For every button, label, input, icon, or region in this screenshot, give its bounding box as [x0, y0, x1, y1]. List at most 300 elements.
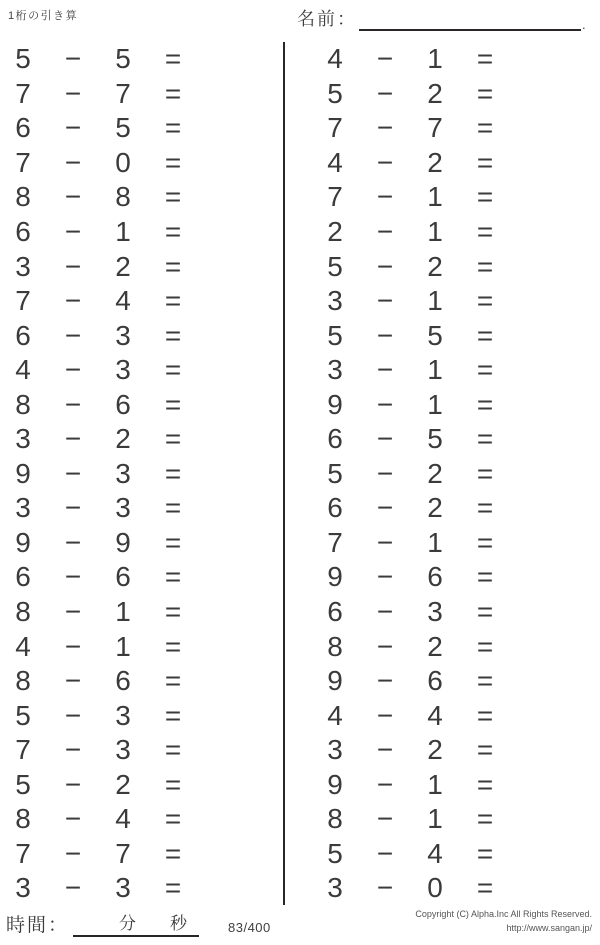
- answer-area[interactable]: [520, 840, 570, 868]
- subtrahend: 5: [115, 112, 131, 144]
- minus-sign: −: [376, 319, 394, 351]
- problem-row: [320, 664, 570, 699]
- problem-row: [8, 595, 258, 630]
- minus-sign: −: [376, 665, 394, 697]
- problem-row: [320, 387, 570, 422]
- problem-row: [320, 837, 570, 872]
- minus-sign: −: [376, 43, 394, 75]
- problem-row: [8, 284, 258, 319]
- problem-row: [320, 733, 570, 768]
- subtrahend: 3: [115, 492, 131, 524]
- minuend: 5: [15, 699, 31, 731]
- minus-sign: −: [64, 837, 82, 869]
- equals-sign: =: [164, 872, 182, 904]
- subtrahend: 3: [427, 596, 443, 628]
- minus-sign: −: [64, 630, 82, 662]
- problems-column-left: [8, 42, 258, 906]
- equals-sign: =: [164, 699, 182, 731]
- answer-area[interactable]: [208, 633, 258, 661]
- equals-sign: =: [164, 734, 182, 766]
- equals-sign: =: [476, 526, 494, 558]
- minus-sign: −: [64, 734, 82, 766]
- answer-area[interactable]: [208, 529, 258, 557]
- minuend: 9: [327, 665, 343, 697]
- subtrahend: 3: [115, 457, 131, 489]
- problem-row: [320, 457, 570, 492]
- problem-row: [320, 422, 570, 457]
- minuend: 7: [327, 181, 343, 213]
- equals-sign: =: [164, 423, 182, 455]
- subtrahend: 1: [427, 354, 443, 386]
- answer-area[interactable]: [208, 667, 258, 695]
- equals-sign: =: [476, 561, 494, 593]
- minus-sign: −: [376, 285, 394, 317]
- minus-sign: −: [376, 423, 394, 455]
- equals-sign: =: [476, 423, 494, 455]
- subtrahend: 1: [115, 216, 131, 247]
- minus-sign: −: [376, 457, 394, 489]
- subtrahend: 7: [115, 837, 131, 869]
- minuend: 6: [15, 319, 31, 351]
- answer-area[interactable]: [208, 218, 258, 246]
- minus-sign: −: [376, 492, 394, 524]
- minus-sign: −: [64, 699, 82, 731]
- problem-row: [320, 318, 570, 353]
- subtrahend: 6: [115, 665, 131, 697]
- answer-area[interactable]: [520, 805, 570, 833]
- subtrahend: 1: [427, 803, 443, 835]
- minus-sign: −: [376, 526, 394, 558]
- answer-area[interactable]: [208, 874, 258, 902]
- minus-sign: −: [376, 596, 394, 628]
- subtrahend: 2: [427, 630, 443, 662]
- minuend: 6: [327, 492, 343, 524]
- problem-row: [8, 767, 258, 802]
- minuend: 7: [15, 285, 31, 317]
- answer-area[interactable]: [520, 529, 570, 557]
- problem-row: [320, 146, 570, 181]
- minuend: 4: [327, 146, 343, 178]
- problem-row: [320, 560, 570, 595]
- problem-row: [320, 215, 570, 250]
- problem-row: [320, 491, 570, 526]
- subtrahend: 1: [115, 596, 131, 628]
- equals-sign: =: [164, 319, 182, 351]
- subtrahend: 7: [115, 77, 131, 109]
- subtrahend: 2: [115, 768, 131, 800]
- subtrahend: 2: [427, 492, 443, 524]
- subtrahend: 3: [115, 734, 131, 766]
- minus-sign: −: [376, 216, 394, 247]
- equals-sign: =: [164, 561, 182, 593]
- subtrahend: 1: [115, 630, 131, 662]
- equals-sign: =: [476, 388, 494, 420]
- minus-sign: −: [64, 665, 82, 697]
- equals-sign: =: [164, 43, 182, 75]
- minus-sign: −: [376, 146, 394, 178]
- minus-sign: −: [64, 354, 82, 386]
- problem-row: [320, 767, 570, 802]
- subtrahend: 3: [115, 319, 131, 351]
- minus-sign: −: [376, 250, 394, 282]
- equals-sign: =: [476, 596, 494, 628]
- minuend: 4: [15, 630, 31, 662]
- minus-sign: −: [64, 77, 82, 109]
- answer-area[interactable]: [208, 80, 258, 108]
- minuend: 4: [15, 354, 31, 386]
- minuend: 7: [15, 734, 31, 766]
- subtrahend: 3: [115, 699, 131, 731]
- minuend: 8: [15, 388, 31, 420]
- minuend: 9: [327, 388, 343, 420]
- subtrahend: 5: [115, 43, 131, 75]
- answer-area[interactable]: [520, 80, 570, 108]
- problem-row: [8, 871, 258, 906]
- equals-sign: =: [476, 43, 494, 75]
- minus-sign: −: [64, 768, 82, 800]
- equals-sign: =: [476, 77, 494, 109]
- minuend: 9: [15, 457, 31, 489]
- problem-row: [320, 42, 570, 77]
- problem-row: [8, 215, 258, 250]
- minus-sign: −: [376, 77, 394, 109]
- problem-row: [8, 353, 258, 388]
- answer-area[interactable]: [520, 149, 570, 177]
- answer-area[interactable]: [208, 149, 258, 177]
- minuend: 7: [15, 146, 31, 178]
- problem-row: [320, 353, 570, 388]
- minuend: 4: [327, 699, 343, 731]
- subtrahend: 1: [427, 216, 443, 247]
- problem-row: [8, 629, 258, 664]
- subtrahend: 1: [427, 526, 443, 558]
- equals-sign: =: [164, 285, 182, 317]
- subtrahend: 1: [427, 43, 443, 75]
- minuend: 8: [15, 803, 31, 835]
- answer-area[interactable]: [520, 736, 570, 764]
- equals-sign: =: [164, 250, 182, 282]
- copyright-notice: [415, 908, 592, 935]
- answer-area[interactable]: [208, 736, 258, 764]
- minuend: 7: [327, 526, 343, 558]
- equals-sign: =: [164, 492, 182, 524]
- answer-area[interactable]: [208, 702, 258, 730]
- minuend: 8: [15, 665, 31, 697]
- equals-sign: =: [476, 872, 494, 904]
- equals-sign: =: [476, 837, 494, 869]
- answer-area[interactable]: [208, 356, 258, 384]
- answer-area[interactable]: [520, 391, 570, 419]
- problem-row: [8, 387, 258, 422]
- answer-area[interactable]: [208, 183, 258, 211]
- problem-row: [8, 146, 258, 181]
- problem-row: [8, 318, 258, 353]
- answer-area[interactable]: [208, 322, 258, 350]
- equals-sign: =: [476, 146, 494, 178]
- equals-sign: =: [164, 146, 182, 178]
- problem-row: [8, 698, 258, 733]
- problem-row: [320, 180, 570, 215]
- answer-area[interactable]: [520, 702, 570, 730]
- problem-row: [320, 284, 570, 319]
- minuend: 5: [15, 43, 31, 75]
- problem-row: [320, 871, 570, 906]
- subtrahend: 6: [427, 561, 443, 593]
- minuend: 3: [327, 734, 343, 766]
- subtrahend: 6: [115, 388, 131, 420]
- problem-row: [320, 802, 570, 837]
- subtrahend: 3: [115, 872, 131, 904]
- answer-area[interactable]: [520, 322, 570, 350]
- minuend: 6: [15, 216, 31, 247]
- equals-sign: =: [476, 699, 494, 731]
- answer-area[interactable]: [208, 253, 258, 281]
- minuend: 5: [327, 250, 343, 282]
- answer-area[interactable]: [520, 183, 570, 211]
- minus-sign: −: [64, 596, 82, 628]
- equals-sign: =: [476, 319, 494, 351]
- problems-column-right: [320, 42, 570, 906]
- time-label: 時間：: [6, 915, 70, 936]
- minuend: 3: [327, 872, 343, 904]
- name-field: [297, 5, 586, 31]
- equals-sign: =: [476, 803, 494, 835]
- minuend: 9: [327, 768, 343, 800]
- minus-sign: −: [64, 803, 82, 835]
- problem-row: [8, 560, 258, 595]
- subtrahend: 3: [115, 354, 131, 386]
- subtrahend: 2: [115, 423, 131, 455]
- problem-row: [8, 802, 258, 837]
- answer-area[interactable]: [520, 287, 570, 315]
- problem-row: [8, 837, 258, 872]
- minuend: 7: [327, 112, 343, 144]
- copyright-line1: Copyright (C) Alpha.Inc All Rights Reserved.: [415, 909, 592, 919]
- answer-area[interactable]: [208, 114, 258, 142]
- problem-row: [8, 733, 258, 768]
- equals-sign: =: [476, 768, 494, 800]
- problem-row: [320, 526, 570, 561]
- subtrahend: 6: [115, 561, 131, 593]
- minus-sign: −: [64, 319, 82, 351]
- equals-sign: =: [164, 630, 182, 662]
- problem-row: [320, 77, 570, 112]
- equals-sign: =: [164, 112, 182, 144]
- equals-sign: =: [164, 803, 182, 835]
- subtrahend: 1: [427, 181, 443, 213]
- equals-sign: =: [164, 354, 182, 386]
- minuend: 8: [15, 596, 31, 628]
- subtrahend: 2: [427, 250, 443, 282]
- name-label: 名前：: [297, 9, 357, 29]
- minus-sign: −: [64, 146, 82, 178]
- answer-area[interactable]: [520, 253, 570, 281]
- minus-sign: −: [376, 561, 394, 593]
- minus-sign: −: [376, 181, 394, 213]
- problem-row: [8, 664, 258, 699]
- subtrahend: 2: [427, 734, 443, 766]
- minuend: 6: [327, 423, 343, 455]
- minus-sign: −: [64, 561, 82, 593]
- answer-area[interactable]: [520, 45, 570, 73]
- subtrahend: 2: [427, 457, 443, 489]
- minuend: 3: [327, 285, 343, 317]
- equals-sign: =: [476, 112, 494, 144]
- problem-row: [8, 457, 258, 492]
- minus-sign: −: [376, 803, 394, 835]
- equals-sign: =: [476, 492, 494, 524]
- minuend: 6: [327, 596, 343, 628]
- problem-row: [8, 526, 258, 561]
- equals-sign: =: [476, 354, 494, 386]
- answer-area[interactable]: [208, 598, 258, 626]
- minus-sign: −: [64, 872, 82, 904]
- minuend: 3: [15, 250, 31, 282]
- minus-sign: −: [376, 768, 394, 800]
- equals-sign: =: [476, 665, 494, 697]
- answer-area[interactable]: [520, 494, 570, 522]
- minuend: 5: [327, 319, 343, 351]
- worksheet-title: 1桁の引き算: [8, 10, 79, 22]
- minus-sign: −: [64, 492, 82, 524]
- answer-area[interactable]: [520, 598, 570, 626]
- minus-sign: −: [376, 354, 394, 386]
- minus-sign: −: [64, 43, 82, 75]
- minus-sign: −: [64, 457, 82, 489]
- answer-area[interactable]: [520, 633, 570, 661]
- answer-area[interactable]: [208, 805, 258, 833]
- minus-sign: −: [64, 112, 82, 144]
- minus-sign: −: [376, 734, 394, 766]
- minuend: 6: [15, 561, 31, 593]
- answer-area[interactable]: [208, 494, 258, 522]
- copyright-line2: http://www.sangan.jp/: [506, 922, 592, 933]
- subtrahend: 1: [427, 285, 443, 317]
- minuend: 2: [327, 216, 343, 247]
- minus-sign: −: [376, 112, 394, 144]
- problem-row: [320, 629, 570, 664]
- minus-sign: −: [64, 250, 82, 282]
- answer-area[interactable]: [208, 840, 258, 868]
- minuend: 4: [327, 43, 343, 75]
- equals-sign: =: [476, 216, 494, 247]
- subtrahend: 5: [427, 423, 443, 455]
- minus-sign: −: [64, 181, 82, 213]
- answer-area[interactable]: [520, 356, 570, 384]
- equals-sign: =: [164, 181, 182, 213]
- subtrahend: 2: [427, 146, 443, 178]
- equals-sign: =: [164, 596, 182, 628]
- subtrahend: 1: [427, 388, 443, 420]
- name-blank-line[interactable]: [359, 7, 581, 31]
- problem-row: [8, 111, 258, 146]
- equals-sign: =: [164, 457, 182, 489]
- problem-row: [320, 111, 570, 146]
- minuend: 3: [15, 492, 31, 524]
- subtrahend: 9: [115, 526, 131, 558]
- equals-sign: =: [476, 734, 494, 766]
- problem-row: [8, 180, 258, 215]
- minuend: 5: [15, 768, 31, 800]
- minus-sign: −: [64, 526, 82, 558]
- answer-area[interactable]: [520, 425, 570, 453]
- minus-sign: −: [64, 216, 82, 247]
- subtrahend: 4: [115, 285, 131, 317]
- subtrahend: 4: [427, 699, 443, 731]
- answer-area[interactable]: [208, 391, 258, 419]
- minuend: 5: [327, 77, 343, 109]
- minuend: 9: [327, 561, 343, 593]
- minus-sign: −: [376, 699, 394, 731]
- problem-row: [320, 249, 570, 284]
- answer-area[interactable]: [208, 425, 258, 453]
- answer-area[interactable]: [208, 45, 258, 73]
- answer-area[interactable]: [520, 114, 570, 142]
- answer-area[interactable]: [520, 218, 570, 246]
- seconds-unit-label: 秒: [170, 914, 188, 934]
- answer-area[interactable]: [208, 563, 258, 591]
- subtrahend: 4: [427, 837, 443, 869]
- minus-sign: −: [64, 285, 82, 317]
- minuend: 5: [327, 457, 343, 489]
- equals-sign: =: [164, 665, 182, 697]
- minus-sign: −: [376, 388, 394, 420]
- name-line-period: .: [582, 17, 586, 32]
- minus-sign: −: [64, 388, 82, 420]
- equals-sign: =: [164, 77, 182, 109]
- minuend: 5: [327, 837, 343, 869]
- equals-sign: =: [164, 526, 182, 558]
- problem-row: [8, 422, 258, 457]
- answer-area[interactable]: [520, 874, 570, 902]
- problem-row: [320, 698, 570, 733]
- answer-area[interactable]: [520, 460, 570, 488]
- problem-row: [8, 491, 258, 526]
- equals-sign: =: [476, 181, 494, 213]
- answer-area[interactable]: [520, 771, 570, 799]
- equals-sign: =: [476, 630, 494, 662]
- minus-sign: −: [376, 630, 394, 662]
- minuend: 6: [15, 112, 31, 144]
- answer-area[interactable]: [520, 563, 570, 591]
- minuend: 3: [327, 354, 343, 386]
- minuend: 8: [15, 181, 31, 213]
- page-counter: 83/400: [228, 920, 271, 935]
- subtrahend: 0: [427, 872, 443, 904]
- answer-area[interactable]: [208, 287, 258, 315]
- minuend: 9: [15, 526, 31, 558]
- subtrahend: 5: [427, 319, 443, 351]
- equals-sign: =: [476, 285, 494, 317]
- equals-sign: =: [476, 457, 494, 489]
- time-field: [6, 910, 199, 937]
- answer-area[interactable]: [520, 667, 570, 695]
- equals-sign: =: [164, 768, 182, 800]
- answer-area[interactable]: [208, 771, 258, 799]
- minuend: 7: [15, 77, 31, 109]
- minuend: 8: [327, 803, 343, 835]
- minuend: 3: [15, 423, 31, 455]
- answer-area[interactable]: [208, 460, 258, 488]
- minus-sign: −: [376, 872, 394, 904]
- minuend: 3: [15, 872, 31, 904]
- subtrahend: 6: [427, 665, 443, 697]
- problem-row: [8, 42, 258, 77]
- time-blank-line[interactable]: [73, 914, 199, 937]
- subtrahend: 2: [115, 250, 131, 282]
- equals-sign: =: [164, 388, 182, 420]
- equals-sign: =: [476, 250, 494, 282]
